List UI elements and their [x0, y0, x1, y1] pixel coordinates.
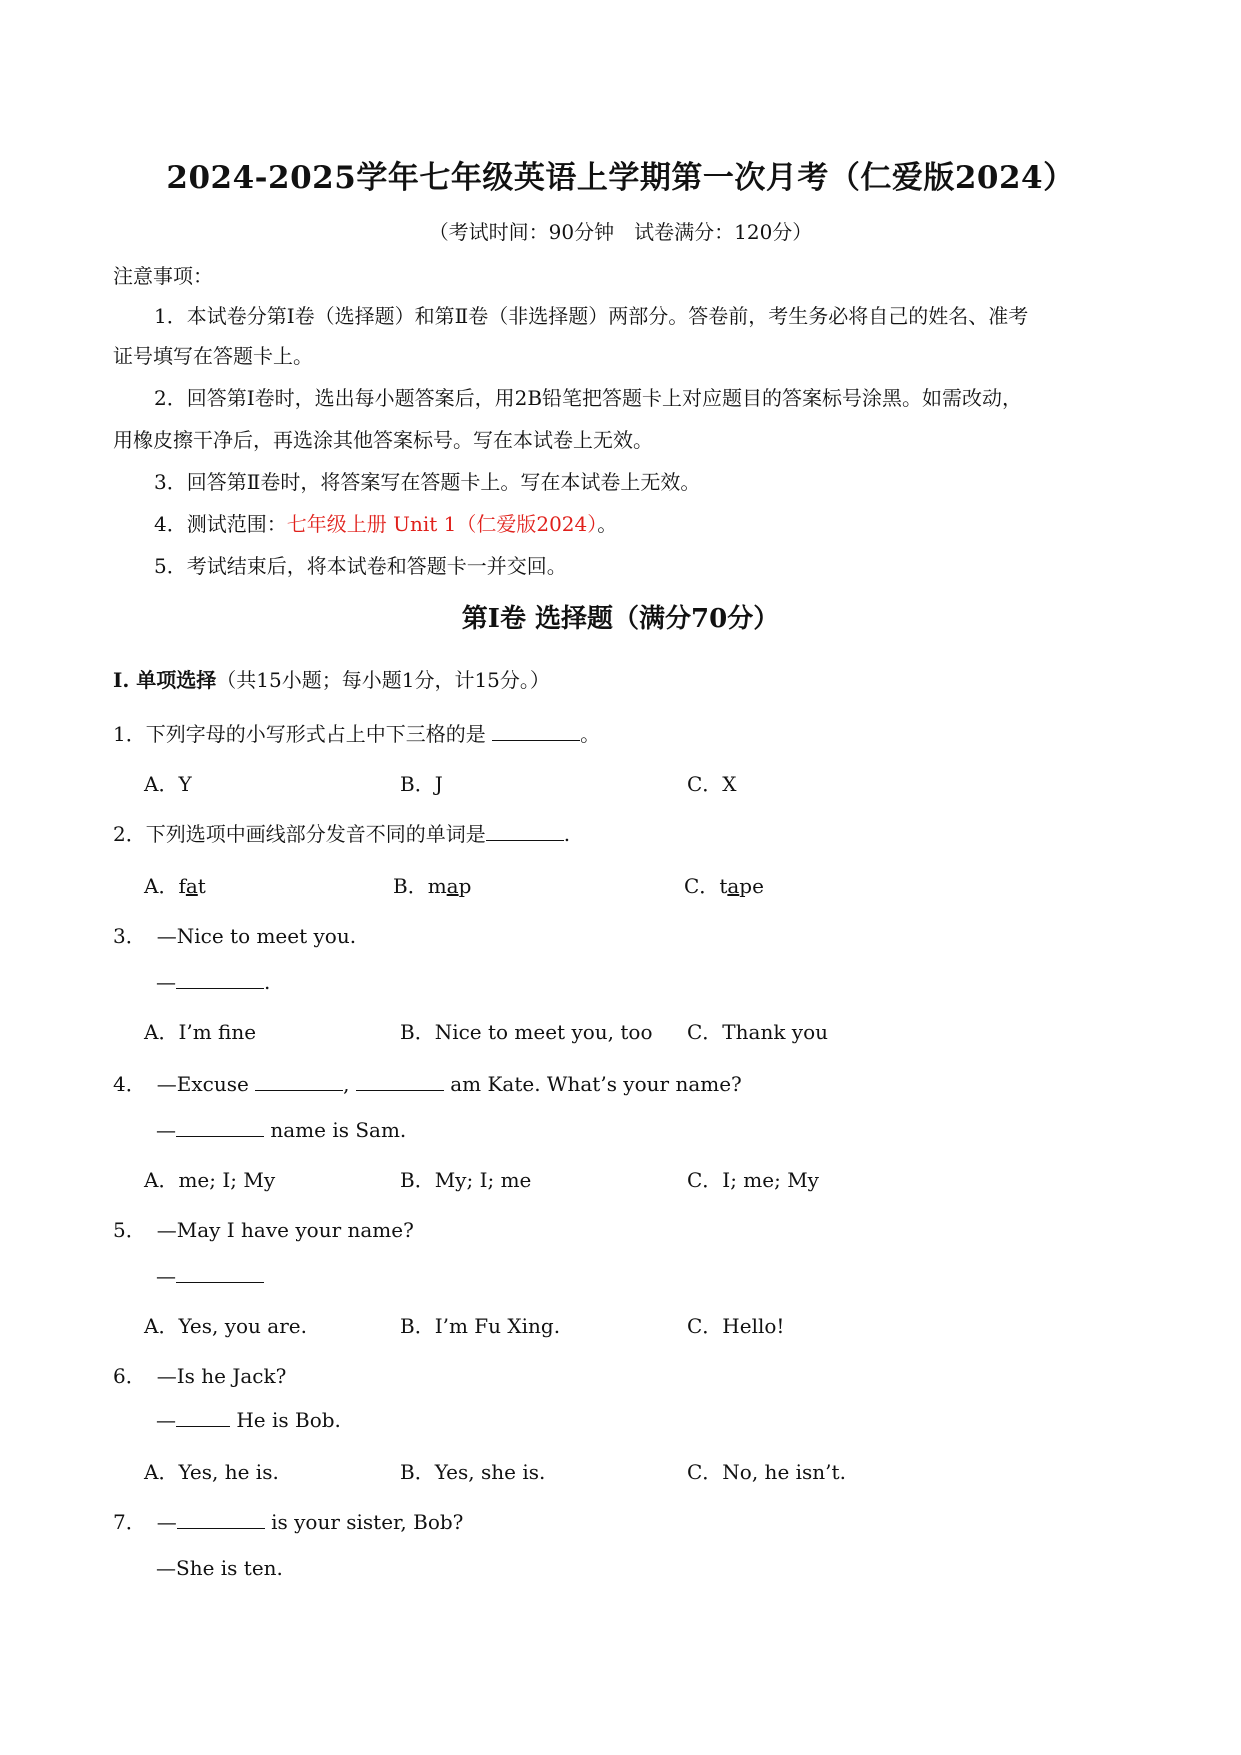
option-label: B．	[393, 874, 428, 898]
answer-blank	[176, 970, 264, 989]
option-c: C．Thank you	[687, 1020, 829, 1044]
option-c: C．X	[687, 772, 737, 796]
word-part: t	[197, 874, 206, 898]
question-stem: —May I have your name?	[156, 1218, 414, 1242]
question-3-reply	[156, 970, 270, 994]
question-number: 2．	[113, 822, 146, 846]
answer-blank	[255, 1072, 343, 1091]
word-part: m	[427, 874, 447, 898]
question-6-reply	[156, 1408, 341, 1432]
reply-dash: —	[156, 970, 176, 994]
question-5-reply	[156, 1264, 264, 1288]
option-b: B．J	[400, 772, 443, 796]
note-2-cont: 用橡皮擦干净后，再选涂其他答案标号。写在本试卷上无效。	[113, 428, 653, 452]
option-a: A．Y	[144, 772, 192, 796]
note-1: 1．本试卷分第Ⅰ卷（选择题）和第Ⅱ卷（非选择题）两部分。答卷前，考生务必将自己的姓名、准考	[154, 304, 1029, 328]
answer-blank	[356, 1072, 444, 1091]
question-number: 4．	[113, 1072, 146, 1096]
stem-end: am Kate. What’s your name?	[443, 1072, 742, 1096]
stem-end: 。	[580, 722, 601, 746]
word-part: f	[178, 874, 186, 898]
note-3: 3．回答第Ⅱ卷时，将答案写在答题卡上。写在本试卷上无效。	[154, 470, 701, 494]
option-b: B．Nice to meet you, too	[400, 1020, 653, 1044]
option-label: A．	[144, 874, 179, 898]
option-b: B．My; I; me	[400, 1168, 532, 1192]
question-5	[113, 1214, 414, 1243]
note-2: 2．回答第Ⅰ卷时，选出每小题答案后，用2B铅笔把答题卡上对应题目的答案标号涂黑。如需改动，	[154, 386, 1023, 410]
question-number: 5．	[113, 1218, 146, 1242]
underlined-letter: a	[446, 874, 459, 898]
reply-dash: —	[156, 1118, 176, 1142]
stem-end: .	[563, 822, 571, 846]
question-4	[113, 1068, 742, 1097]
option-b	[393, 870, 471, 899]
question-3	[113, 920, 356, 949]
question-number: 3．	[113, 924, 146, 948]
note-4	[154, 508, 617, 537]
question-4-reply	[156, 1118, 406, 1142]
note-4-prefix: 4．测试范围：	[154, 512, 287, 536]
question-number: 6．	[113, 1364, 146, 1388]
answer-blank	[492, 722, 580, 741]
question-stem: 下列字母的小写形式占上中下三格的是	[145, 722, 493, 746]
underlined-letter: a	[727, 874, 740, 898]
answer-blank	[486, 822, 564, 841]
answer-blank	[176, 1118, 264, 1137]
reply-dash: —	[156, 1408, 176, 1432]
part-label: I. 单项选择	[113, 668, 217, 692]
notes-heading: 注意事项：	[113, 264, 213, 288]
question-stem: —Is he Jack?	[156, 1364, 287, 1388]
question-stem: is your sister, Bob?	[264, 1510, 464, 1534]
answer-blank	[177, 1510, 265, 1529]
note-4-suffix: 。	[597, 512, 618, 536]
question-number: 1．	[113, 722, 146, 746]
reply-end: .	[264, 970, 271, 994]
word-part: p	[458, 874, 472, 898]
stem-separator: ,	[343, 1072, 356, 1096]
question-stem: —Nice to meet you.	[156, 924, 357, 948]
reply-end: name is Sam.	[264, 1118, 407, 1142]
note-1-cont: 证号填写在答题卡上。	[113, 344, 313, 368]
option-a: A．I’m fine	[144, 1020, 257, 1044]
question-stem: 下列选项中画线部分发音不同的单词是	[145, 822, 486, 846]
test-range: 七年级上册 Unit 1（仁爱版2024）	[286, 512, 598, 536]
option-c: C．Hello!	[687, 1314, 785, 1338]
underlined-letter: a	[185, 874, 198, 898]
option-c: C．No, he isn’t.	[687, 1460, 846, 1484]
word-part: t	[719, 874, 728, 898]
question-6	[113, 1360, 286, 1389]
exam-info: （考试时间：90分钟 试卷满分：120分）	[428, 220, 813, 244]
reply-dash: —	[156, 1264, 176, 1288]
answer-blank	[176, 1264, 264, 1283]
question-2	[113, 818, 570, 847]
question-7-reply: —She is ten.	[156, 1556, 283, 1580]
option-label: C．	[684, 874, 720, 898]
section-title: 第Ⅰ卷 选择题（满分70分）	[461, 604, 780, 634]
word-part: pe	[739, 874, 764, 898]
option-c: C．I; me; My	[687, 1168, 819, 1192]
stem-dash: —	[156, 1510, 177, 1534]
option-a: A．me; I; My	[144, 1168, 276, 1192]
option-a: A．Yes, you are.	[144, 1314, 307, 1338]
option-a: A．Yes, he is.	[144, 1460, 279, 1484]
question-7	[113, 1506, 463, 1535]
answer-blank	[176, 1408, 230, 1427]
page-title: 2024-2025学年七年级英语上学期第一次月考（仁爱版2024）	[166, 160, 1075, 196]
question-stem: —Excuse	[156, 1072, 256, 1096]
option-a	[144, 870, 206, 899]
reply-end: He is Bob.	[230, 1408, 341, 1432]
part-heading	[113, 664, 550, 693]
option-b: B．I’m Fu Xing.	[400, 1314, 561, 1338]
part-desc: （共15小题；每小题1分，计15分。）	[216, 668, 550, 692]
question-number: 7．	[113, 1510, 146, 1534]
option-c	[684, 870, 764, 899]
note-5: 5．考试结束后，将本试卷和答题卡一并交回。	[154, 554, 567, 578]
question-1	[113, 718, 600, 747]
option-b: B．Yes, she is.	[400, 1460, 546, 1484]
